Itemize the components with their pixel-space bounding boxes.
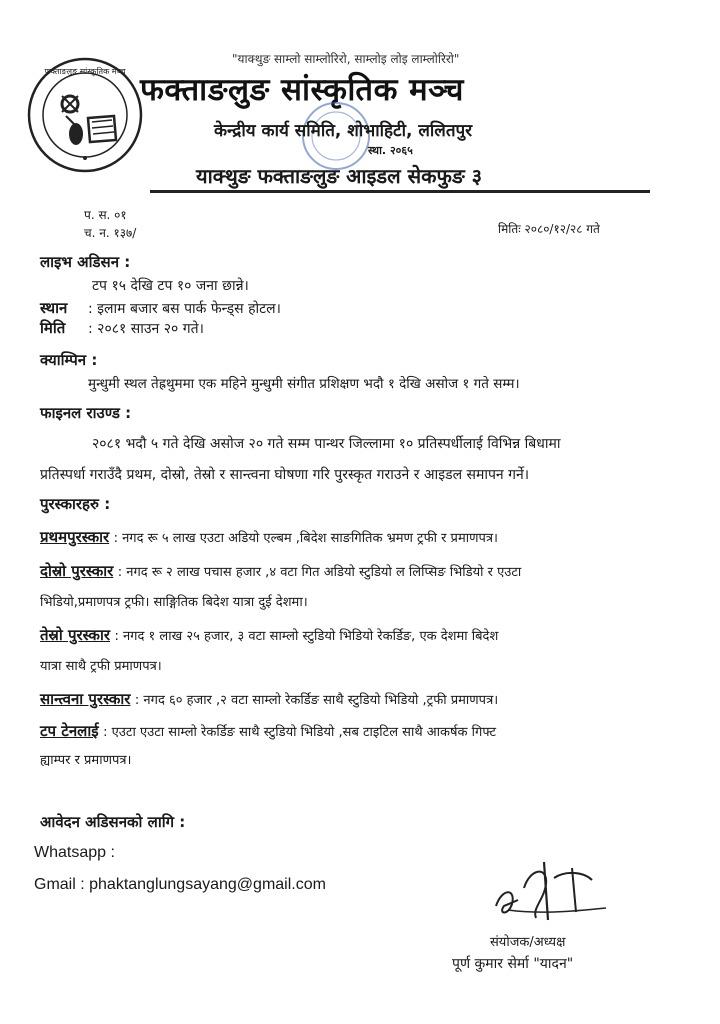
final-round-heading: फाइनल राउण्ड : [40, 404, 132, 422]
venue-value: : इलाम बजार बस पार्क फेन्ड्स होटल। [88, 301, 281, 317]
seal-text: फक्ताङलुङ सांस्कृतिक मञ्च [44, 67, 126, 76]
motto: "याक्थुङ साम्लो साम्लोरिरो, साम्लोइ लोइ लाम्लोरिरो" [232, 52, 460, 66]
top-ten-row [40, 721, 496, 741]
venue-label: स्थान [40, 299, 68, 317]
final-round-line-2: प्रतिस्पर्धा गराउँदै प्रथम, दोस्रो, तेस्रो र सान्त्वना घोषणा गरि पुरस्कृत गराउने र आइडल समापन गर्ने। [40, 467, 530, 483]
first-prize-row [40, 527, 498, 547]
consolation-prize-text: : नगद ६० हजार ,२ वटा साम्लो रेकर्डिङ साथै स्टुडियो भिडियो ,ट्रफी प्रमाणपत्र। [134, 693, 499, 708]
camp-detail: मुन्धुमी स्थल तेह्रथुममा एक महिने मुन्धुमी संगीत प्रशिक्षण भदौ १ देखि असोज १ गते सम्म। [88, 376, 520, 392]
live-audition-heading: लाइभ अडिसन : [40, 253, 131, 271]
organization-name: फक्ताङलुङ सांस्कृतिक मञ्च [140, 72, 464, 108]
dispatch-number: च. न. १३७/ [84, 226, 137, 240]
gmail-line: Gmail : phaktanglungsayang@gmail.com [34, 876, 326, 893]
committee-address: केन्द्रीय कार्य समिति, शोभाहिटी, ललितपुर [214, 121, 473, 141]
handwritten-signature [488, 848, 618, 928]
final-round-line-1: २०८१ भदौ ५ गते देखि असोज २० गते सम्म पान्थर जिल्लामा १० प्रतिस्पर्धीलाई विभिन्न बिधामा [92, 436, 561, 452]
signatory-title: संयोजक/अध्यक्ष [490, 935, 566, 950]
application-heading: आवेदन अडिसनको लागि : [40, 813, 186, 831]
letter-number: प. स. ०१ [84, 208, 127, 222]
second-prize-text-2: भिडियो,प्रमाणपत्र ट्रफी। साङ्गितिक बिदेश यात्रा दुई देशमा। [40, 595, 308, 610]
top-ten-text-1: : एउटा एउटा साम्लो रेकर्डिङ साथै स्टुडियो भिडियो ,सब टाइटिल साथै आकर्षक गिफ्ट [103, 725, 497, 740]
second-prize-row [40, 561, 521, 581]
event-title: याक्थुङ फक्ताङलुङ आइडल सेकफुङ ३ [196, 164, 483, 188]
letter-date: मितिः २०८०/१२/२८ गते [498, 222, 600, 236]
third-prize-text-1: : नगद १ लाख २५ हजार, ३ वटा साम्लो स्टुडियो भिडियो रेकर्डिङ, एक देशमा बिदेश [114, 629, 499, 644]
second-prize-label: दोस्रो पुरस्कार [40, 562, 114, 580]
whatsapp-line: Whatsapp : [34, 844, 115, 861]
top-ten-text-2: ह्याम्पर र प्रमाणपत्र। [40, 753, 132, 768]
header-divider [150, 190, 650, 193]
live-audition-detail: टप १५ देखि टप १० जना छान्ने। [92, 278, 249, 294]
third-prize-text-2: यात्रा साथै ट्रफी प्रमाणपत्र। [40, 659, 162, 674]
first-prize-text: : नगद रू ५ लाख एउटा अडियो एल्बम ,बिदेश साङगितिक भ्रमण ट्रफी र प्रमाणपत्र। [113, 531, 498, 546]
third-prize-label: तेस्रो पुरस्कार [40, 626, 110, 644]
signatory-name: पूर्ण कुमार सेर्मा "यादन" [452, 956, 574, 972]
established-year: स्था. २०६५ [368, 144, 413, 157]
consolation-prize-label: सान्त्वना पुरस्कार [40, 690, 131, 708]
third-prize-row [40, 625, 498, 645]
organization-seal [26, 56, 144, 174]
camp-heading: क्याम्पिन : [40, 351, 98, 369]
consolation-prize-row [40, 689, 498, 709]
date-label: मिति [40, 319, 66, 337]
first-prize-label: प्रथमपुरस्कार [40, 528, 110, 546]
second-prize-text-1: : नगद रू २ लाख पचास हजार ,४ वटा गित अडियो स्टुडियो ल लिप्सिङ भिडियो र एउटा [117, 565, 522, 580]
top-ten-label: टप टेनलाई [40, 722, 99, 740]
prizes-heading: पुरस्कारहरु : [40, 495, 111, 513]
date-value: : २०८१ साउन २० गते। [88, 321, 204, 337]
